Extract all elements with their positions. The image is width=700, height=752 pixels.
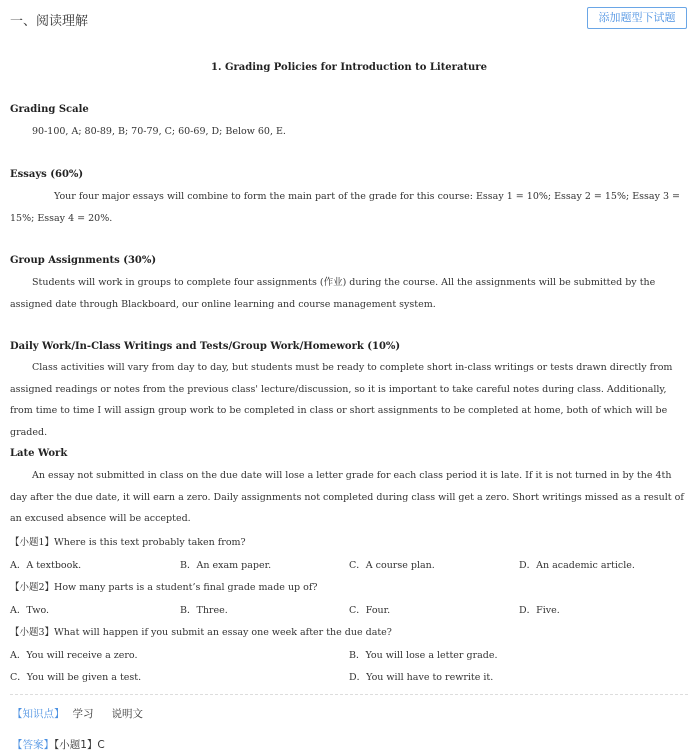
section-text: Students will work in groups to complete four assignments (作业) during the course. All the assignments will be submitted by the assigned date through Blackboard, our online learning and course management system.	[10, 277, 656, 310]
add-question-button[interactable]: 添加题型下试题	[587, 7, 687, 29]
passage-title: 1. Grading Policies for Introduction to Literature	[211, 62, 487, 73]
section-text: An essay not submitted in class on the due date will lose a letter grade for each class period it is late. If it is not turned in by the 4th day after the due date, it will earn a zero. Daily assignments not completed during class will get a zero. Short writings missed as a result of an excused absence will be accepted.	[10, 470, 684, 524]
question-stem: 【小题1】Where is this text probably taken from?	[10, 537, 246, 548]
section-heading: Grading Scale	[10, 104, 89, 115]
option-d: D．An academic article.	[519, 560, 635, 571]
divider	[10, 694, 688, 695]
option-d: D．You will have to rewrite it.	[349, 672, 494, 683]
option-a: A．Two.	[10, 605, 50, 616]
option-d: D．Five.	[519, 605, 560, 616]
option-a: A．You will receive a zero.	[10, 650, 138, 661]
answer-label: 【答案】	[12, 739, 54, 751]
section-text: Class activities will vary from day to day, but students must be ready to complete short in-class writings or tests drawn directly from assigned readings or notes from the previous class' lecture/discussion, so it is important to take careful notes during class. Additionally, from time to time I will assign group work to be completed in class or short assignments to be completed at home, both of which will be graded.	[10, 362, 673, 438]
knowledge-item[interactable]: 说明文	[111, 708, 143, 720]
option-c: C．Four.	[349, 605, 391, 616]
knowledge-points	[12, 706, 153, 721]
option-c: C．A course plan.	[349, 560, 435, 571]
header	[0, 0, 700, 36]
section-text: 90-100, A; 80-89, B; 70-79, C; 60-69, D; Below 60, E.	[32, 126, 286, 137]
answer	[12, 737, 105, 752]
section-heading: Essays (60%)	[10, 169, 84, 180]
answer-text: 【小题1】C	[54, 739, 105, 751]
section-text: Your four major essays will combine to form the main part of the grade for this course: Essay 1 = 10%; Essay 2 = 15%; Essay 3 = 15%; Essay 4 = 20%.	[10, 191, 680, 224]
option-b: B．You will lose a letter grade.	[349, 650, 498, 661]
section-heading: Group Assignments (30%)	[10, 255, 157, 266]
section-heading: Daily Work/In-Class Writings and Tests/Group Work/Homework (10%)	[10, 341, 401, 352]
option-a: A．A textbook.	[10, 560, 82, 571]
option-b: B．An exam paper.	[180, 560, 272, 571]
knowledge-item[interactable]: 学习	[72, 708, 94, 720]
option-b: B．Three.	[180, 605, 228, 616]
option-c: C．You will be given a test.	[10, 672, 142, 683]
question-stem: 【小题3】What will happen if you submit an essay one week after the due date?	[10, 627, 392, 638]
section-title: 一、阅读理解	[10, 14, 89, 29]
section-heading: Late Work	[10, 448, 68, 459]
question-stem: 【小题2】How many parts is a student’s final grade made up of?	[10, 582, 318, 593]
knowledge-label: 【知识点】	[12, 708, 65, 720]
